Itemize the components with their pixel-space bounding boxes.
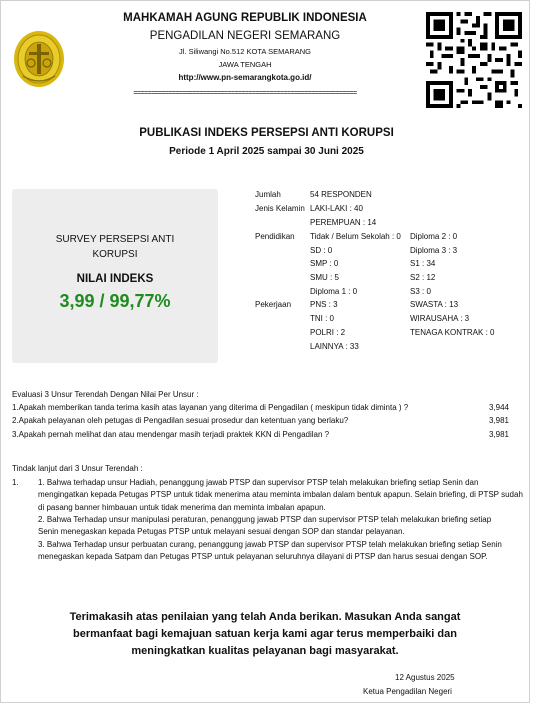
survey-title-line2: KORUPSI	[92, 249, 138, 260]
signature-role: Ketua Pengadilan Negeri	[363, 687, 452, 696]
evaluation-item-score: 3,981	[488, 416, 509, 425]
institution-name: MAHKAMAH AGUNG REPUBLIK INDONESIA	[123, 12, 367, 24]
followup-item: 3. Bahwa Terhadap unsur perbuatan curang, penanggung jawab PTSP dan supervisor PTSP telah melakukan briefing setiap Senin menegaskan kepada Satpam dan Petugas PTSP untuk pelayanan seluruhnya dilayani di PTSP dan harus sesuai dengan SOP.	[38, 540, 502, 562]
job-item: LAINNYA : 33	[310, 342, 359, 351]
followup-heading: Tindak lanjut dari 3 Unsur Terendah :	[12, 464, 143, 473]
job-item: WIRAUSAHA : 3	[410, 314, 470, 323]
evaluation-heading: Evaluasi 3 Unsur Terendah Dengan Nilai Per Unsur :	[12, 390, 199, 399]
education-item: Diploma 3 : 3	[410, 246, 458, 255]
education-label: Pendidikan	[255, 232, 295, 241]
publication-title: PUBLIKASI INDEKS PERSEPSI ANTI KORUPSI	[139, 127, 394, 139]
survey-index-card	[12, 189, 218, 363]
court-address: Jl. Siliwangi No.512 KOTA SEMARANG	[179, 47, 311, 56]
publication-period: Periode 1 April 2025 sampai 30 Juni 2025	[169, 146, 364, 157]
court-website: http://www.pn-semarangkota.go.id/	[178, 73, 312, 82]
evaluation-item-text: 2.Apakah pelayanan oleh petugas di Pengadilan sesuai prosedur dan ketentuan yang berlaku?	[12, 416, 349, 425]
followup-item: 1. Bahwa terhadap unsur Hadiah, penanggung jawab PTSP dan supervisor PTSP telah melakukan briefing setiap Senin dan mengingatkan kepada Petugas PTSP untuk tidak menerima atau meminta imbalan dalam bentuk apapun. Selain briefing, di PTSP sudah di pasang banner himbauan untuk tidak menerima dan meminta imbalan apapun.	[38, 478, 523, 512]
survey-title-line1: SURVEY PERSEPSI ANTI	[55, 234, 175, 245]
education-item: SMU : 5	[310, 273, 339, 282]
education-item: Diploma 1 : 0	[310, 287, 358, 296]
evaluation-item-text: 1.Apakah memberikan tanda terima kasih atas layanan yang diterima di Pengadilan ( meskipun tidak diminta ) ?	[12, 403, 409, 412]
court-name: PENGADILAN NEGERI SEMARANG	[149, 30, 341, 42]
evaluation-item-text: 3.Apakah pernah melihat dan atau mendengar masih terjadi praktek KKN di Pengadilan ?	[12, 430, 330, 439]
jumlah-value: 54 RESPONDEN	[310, 190, 372, 199]
job-item: POLRI : 2	[310, 328, 346, 337]
followup-outer-number: 1.	[12, 478, 19, 487]
supreme-court-emblem-icon	[13, 30, 65, 88]
education-item: S2 : 12	[410, 273, 436, 282]
gender-label: Jenis Kelamin	[255, 204, 305, 213]
education-item: S1 : 34	[410, 259, 436, 268]
education-item: SD : 0	[310, 246, 333, 255]
signature-date: 12 Agustus 2025	[395, 673, 455, 682]
index-value: 3,99 / 99,77%	[59, 291, 171, 311]
gender-female: PEREMPUAN : 14	[310, 218, 377, 227]
qr-code-icon	[426, 12, 522, 108]
gender-male: LAKI-LAKI : 40	[310, 204, 363, 213]
job-label: Pekerjaan	[255, 300, 292, 309]
jumlah-label: Jumlah	[255, 190, 281, 199]
evaluation-item-score: 3,944	[488, 403, 509, 412]
job-item: TNI : 0	[310, 314, 335, 323]
education-item: SMP : 0	[310, 259, 339, 268]
job-item: PNS : 3	[310, 300, 338, 309]
education-item: Diploma 2 : 0	[410, 232, 458, 241]
index-label: NILAI INDEKS	[76, 273, 154, 285]
header-separator: ================================================================	[133, 90, 357, 97]
job-item: TENAGA KONTRAK : 0	[410, 328, 495, 337]
education-item: S3 : 0	[410, 287, 431, 296]
court-province: JAWA TENGAH	[218, 60, 272, 69]
evaluation-item-score: 3,981	[488, 430, 509, 439]
followup-item: 2. Bahwa Terhadap unsur manipulasi peraturan, penanggung jawab PTSP dan supervisor PTSP telah melakukan briefing setiap Senin menegaskan kepada Petugas PTSP untuk melayani sesuai dengan SOP dan standar pelayanan.	[38, 515, 492, 537]
education-item: Tidak / Belum Sekolah : 0	[310, 232, 401, 241]
closing-message: Terimakasih atas penilaian yang telah Anda berikan. Masukan Anda sangat bermanfaat bagi kemajuan satuan kerja kami agar terus memperbaiki dan meningkatkan kualitas pelayanan bagi masyarakat.	[69, 611, 461, 657]
job-item: SWASTA : 13	[410, 300, 459, 309]
